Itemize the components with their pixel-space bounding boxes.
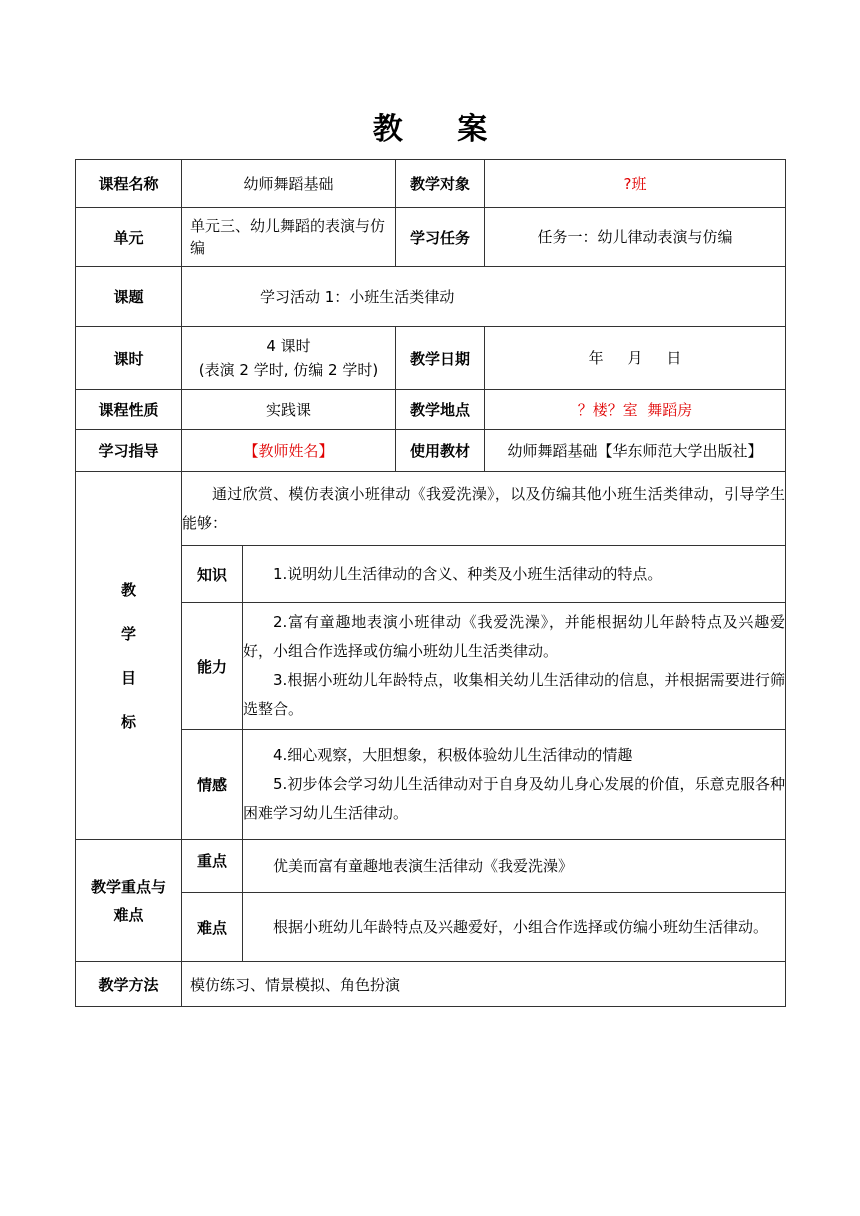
hours-value xyxy=(182,327,396,390)
nature-value: 实践课 xyxy=(182,390,396,430)
ability-content: 2.富有童趣地表演小班律动《我爱洗澡》，并能根据幼儿年龄特点及兴趣爱好，小组合作选择或仿编小班幼儿生活类律动。 3.根据小班幼儿年龄特点，收集相关幼儿生活律动的信息，并根据需要进行筛选整合。 xyxy=(243,603,786,730)
guide-label: 学习指导 xyxy=(76,430,182,472)
course-value: 幼师舞蹈基础 xyxy=(182,160,396,208)
knowledge-label: 知识 xyxy=(182,546,243,603)
task-value: 任务一：幼儿律动表演与仿编 xyxy=(485,208,786,267)
row-nature xyxy=(76,390,786,430)
hours-breakdown: (表演 2 学时, 仿编 2 学时) xyxy=(198,361,379,379)
hours-label: 课时 xyxy=(76,327,182,390)
audience-value: ?班 xyxy=(485,160,786,208)
row-knowledge xyxy=(76,546,786,603)
ability-label: 能力 xyxy=(182,603,243,730)
topic-value: 学习活动 1：小班生活类律动 xyxy=(182,267,786,327)
row-unit xyxy=(76,208,786,267)
topic-label: 课题 xyxy=(76,267,182,327)
difficult-label: 难点 xyxy=(182,893,243,962)
row-emotion xyxy=(76,730,786,840)
row-course xyxy=(76,160,786,208)
place-value: ？楼？室 舞蹈房 xyxy=(485,390,786,430)
emotion-content: 4.细心观察，大胆想象，积极体验幼儿生活律动的情趣 5.初步体会学习幼儿生活律动对于自身及幼儿身心发展的价值，乐意克服各种困难学习幼儿生活律动。 xyxy=(243,730,786,840)
method-label: 教学方法 xyxy=(76,962,182,1007)
unit-value: 单元三、幼儿舞蹈的表演与仿编 xyxy=(182,208,396,267)
lesson-plan-table xyxy=(75,159,786,1007)
row-keypoint xyxy=(76,840,786,893)
guide-value: 【教师姓名】 xyxy=(182,430,396,472)
unit-label: 单元 xyxy=(76,208,182,267)
emotion-label: 情感 xyxy=(182,730,243,840)
date-label: 教学日期 xyxy=(396,327,485,390)
place-label: 教学地点 xyxy=(396,390,485,430)
objectives-intro: 通过欣赏、模仿表演小班律动《我爱洗澡》，以及仿编其他小班生活类律动，引导学生能够： xyxy=(182,472,786,546)
difficult-content: 根据小班幼儿年龄特点及兴趣爱好，小组合作选择或仿编小班幼生活律动。 xyxy=(243,893,786,962)
textbook-label: 使用教材 xyxy=(396,430,485,472)
document-title: 教 案 xyxy=(372,112,510,147)
nature-label: 课程性质 xyxy=(76,390,182,430)
row-objectives-intro xyxy=(76,472,786,546)
textbook-value: 幼师舞蹈基础【华东师范大学出版社】 xyxy=(485,430,786,472)
row-difficulty xyxy=(76,893,786,962)
keypoints-label: 教学重点与 难点 xyxy=(76,840,182,962)
row-ability xyxy=(76,603,786,730)
task-label: 学习任务 xyxy=(396,208,485,267)
row-guide xyxy=(76,430,786,472)
hours-total: 4 课时 xyxy=(266,337,311,355)
row-method xyxy=(76,962,786,1007)
row-topic xyxy=(76,267,786,327)
key-label: 重点 xyxy=(182,840,243,893)
objectives-label: 教 学 目 标 xyxy=(76,472,182,840)
course-label: 课程名称 xyxy=(76,160,182,208)
key-content: 优美而富有童趣地表演生活律动《我爱洗澡》 xyxy=(243,840,786,893)
method-value: 模仿练习、情景模拟、角色扮演 xyxy=(182,962,786,1007)
row-hours xyxy=(76,327,786,390)
knowledge-content: 1.说明幼儿生活律动的含义、种类及小班生活律动的特点。 xyxy=(243,546,786,603)
audience-label: 教学对象 xyxy=(396,160,485,208)
date-value: 年 月 日 xyxy=(485,327,786,390)
